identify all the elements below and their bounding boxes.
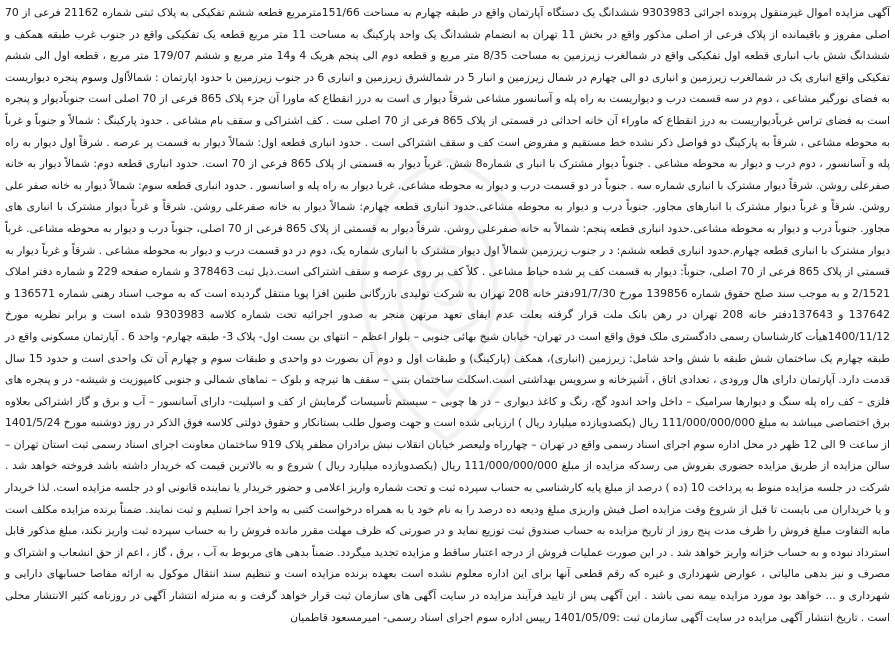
notice-body-text: آگهی مزایده اموال غیرمنقول پرونده اجرائی 9303983 ششدانگ یک دستگاه آپارتمان واقع در طبقه چهارم به مساحت 151/66مترمربع قطعه ششم تفکیکی به پلاک ثبتی شماره 21162 فرعی از 70 اصلی مفروز و باقیمانده از پلاک فرعی از اصلی مذکور واقع در بخش 11 تهران به انضمام ششدانگ یک واحد پارکینگ به مساحت 11 متر مربع قطعه یک تفکیکی واقع در جنوب غرب طبقه همکف و ششدانگ شش باب انباری قطعه اول تفکیکی واقع در شمالغرب زیرزمین به مساحت 8/35 متر مربع و قطعه دوم الی پنجم هریک 4 و14 متر مربع و ششم 179/07 متر مربع ، قطعه اول الی ششم تفکیکی واقع انباری یک در شمالغرب زیرزمین و انباری دو الی چهارم در شمال زیرزمین و انبار 5 در شمالشرق زیرزمین و انباری 6 در جنوب زیرزمین با حدود اپارتمان : شمالاًاول وسوم پنجره دیواریست به فضای نورگیر مشاعی ، دوم در سه قسمت درب و دیواریست به راه پله و آسانسور مشاعی شرقاً دیوار ی است به درز انقطاع که ماورا آن جزء پلاک 865 فرعی از 70 اصلی است جنوباًدیوار و پنجره است به فضای تراس غرباًدیواریست به درز انقطاع که ماوراء آن خانه احداثی در قسمتی از پلاک 865 فرعی از 70 اصلی ست . کف اشتراکی و سقف بام مشاعی . حدود پارکینگ : شمالاً و جنوباً و غرباً به محوطه مشاعی ، شرقاً به پارکینگ دو فواصل ذکر نشده خط مستقیم و مفروض است کف و سقف اشتراکی است . حدود انباری قطعه اول: شمالاً دیوار به قسمت پر عرصه . شرقاً اول دیوار به راه پله و آسانسور ، دوم درب و دیوار به محوطه مشاعی . جنوباً دیوار مشترک با انبار ی شماره8 شش. غرباً دیوار به قسمتی از پلاک 865 فرعی از 70 است. حدود انباری قطعه دوم: شمالاً دیوار به خانه صفرعلی روشن. شرقاً دیوار مشترک با انباری شماره سه . جنوباً در دو قسمت درب و دیوار به محوطه مشاعی. غربا دیوار به راه پله و اسانسور . حدود انباری قطعه سوم: شمالاً دیوار به خانه صفر علی روشن. شرقاً و غرباً دیوار مشترک با انبارهای مجاور. جنوباً درب و دیوار به محوطه مشاعی.حدود انباری قطعه چهارم: شمالاً دیوار به خانه صفرعلی روشن. شرقاً و غرباً دیوار مشترک با انباری های مجاور. جنوباً درب و دیوار به محوطه مشاعی.حدود انباری قطعه پنجم: شمالاً به خانه صفرعلی روشن. شرقاً دیوار به قسمتی از پلاک 865 فرعی از 70 اصلی، جنوباً درب و دیوار به محوطه مشاعی. غرباً دیوار مشترک با انباری قطعه چهارم.حدود انباری قطعه ششم: د ر جنوب زیرزمین شمالاً اول دیوار مشترک با انباری شماره یک، دوم در دو قسمت درب و دیوار به محوطه مشاعی . شرقاً و غرباً دیوار به قسمتی از پلاک 865 فرعی از 70 اصلی، جنوباً: دیوار به قسمت کف پر شده حیاط مشاعی . کلاً کف بر روی عرصه و سقف اشتراکی است.ذیل ثبت 378463 و شماره صفحه 229 و شماره دفتر املاک 2/1521 و به موجب سند صلح حقوق شماره 139856 مورخ 91/7/30دفتر خانه 208 تهران به شرکت تولیدی بازرگانی طنین افزا پویا منتقل گردیده است که به موجب اسناد رهنی شماره 136571 و 137642 و 137643دفتر خانه 208 تهران در رهن بانک ملت قرار گرفته بعلت عدم ایفای تعهد مرتهن منجر به صدور اجرائیه تحت شماره کلاسه 9303983 شده است و برابر نظریه مورخ 1400/11/12هیأت کارشناسان رسمی دادگستری ملک فوق واقع است در تهران- خیابان شیخ بهائی جنوبی – بلوار اعظم – انتهای بن بست اول- پلاک 3- طبقه چهارم- واحد 6 . آپارتمان مسکونی واقع در طبقه چهارم یک ساختمان شش طبقه با شش واحد شامل: زیرزمین (انباری)، همکف (پارکینگ) و طبقات اول و دوم آن بصورت دو واحدی و طبقات سوم و چهارم آن تک واحدی است و حدود 15 سال قدمت دارد. آپارتمان دارای هال ورودی ، تعدادی اتاق ، آشپزخانه و سرویس بهداشتی است.اسکلت ساختمان بتنی – سقف ها تیرچه و بلوک – نماهای شمالی و جنوبی کامپوزیت و شیشه- در و پنجره های فلزی – کف راه پله سنگ و دیوارها سرامیک – داخل واحد اندود گچ، رنگ و کاغذ دیواری – در ها چوبی – سیستم تأسیسات گرمایش از کف و اسپلیت- دارای آسانسور – آب و برق و گاز اشتراکی بعلاوه برق اختصاصی میباشد به مبلغ 111/000/000/000 ریال (یکصدویازده میلیارد ریال ) ارزیابی شده است و جهت وصول طلب بستانکار و حقوق دولتی کلاسه فوق الذکر در روز دوشنبه مورخ 1401/5/24 از ساعت 9 الی 12 ظهر در محل اداره سوم اجرای اسناد رسمی واقع در تهران – چهارراه ولیعصر خیابان انقلاب نبش برادران مظفر پلاک 919 ساختمان معاونت اجرای اسناد رسمی ثبت استان تهران – سالن مزایده از طریق مزایده حضوری بفروش می رسدکه مزایده از مبلغ 111/000/000/000 ریال (یکصدویازده میلیارد ریال ) شروع و به بالاترین قیمت که خریدار داشته باشد فروخته خواهد شد . شرکت در جلسه مزایده منوط به پرداخت 10 (ده ) درصد از مبلغ پایه کارشناسی به حساب سپرده ثبت و تحت شماره واریز اعلامی و حضور خریدار یا نماینده قانونی او در جلسه مزایده است. لذا خریدار و یا خریداران می بایست تا قبل از شروع وقت مزایده اصل فیش واریزی مبلغ ودیعه ده درصد را به نام خود یا به همراه درخواست کتبی به واحد اجرا تسلیم و ثبت نمایند. ضمناً برنده مزایده مکلف است مابه التفاوت مبلغ فروش را ظرف مدت پنج روز از تاریخ مزایده به حساب صندوق ثبت توزیع نماید و در صورتی که ظرف مهلت مقرر مانده فروش را به حساب سپرده ثبت واریز نکند، مبلغ مذکور قابل استرداد نبوده و به حساب خزانه واریز خواهد شد . در این صورت عملیات فروش از درجه اعتبار ساقط و مزایده تجدید میگردد. ضمناً بدهی های مربوط به آب ، برق ، گاز ، اعم از حق انشعاب و اشتراک و مصرف و نیز بدهی مالیاتی ، عوارض شهرداری و غیره که رقم قطعی آنها برای این اداره معلوم نشده است بعهده برنده مزایده است و تنظیم سند انتقال موکول به ارائه مفاصا حسابهای دارایی و شهرداری و ... خواهد بود مورد مزایده بیمه نمی باشد . این آگهی پس از تایید فرآیند مزایده در سایت آگهی های سازمان ثبت قرار خواهد گرفت و به منزله انتشار آگهی در روزنامه کثیر الانتشار محلی است . تاریخ انتشار آگهی مزایده در سایت آگهی سازمان ثبت :1401/05/09 رییس اداره سوم اجرای اسناد رسمی- امیرمسعود قاطمیان [5, 6, 891, 624]
